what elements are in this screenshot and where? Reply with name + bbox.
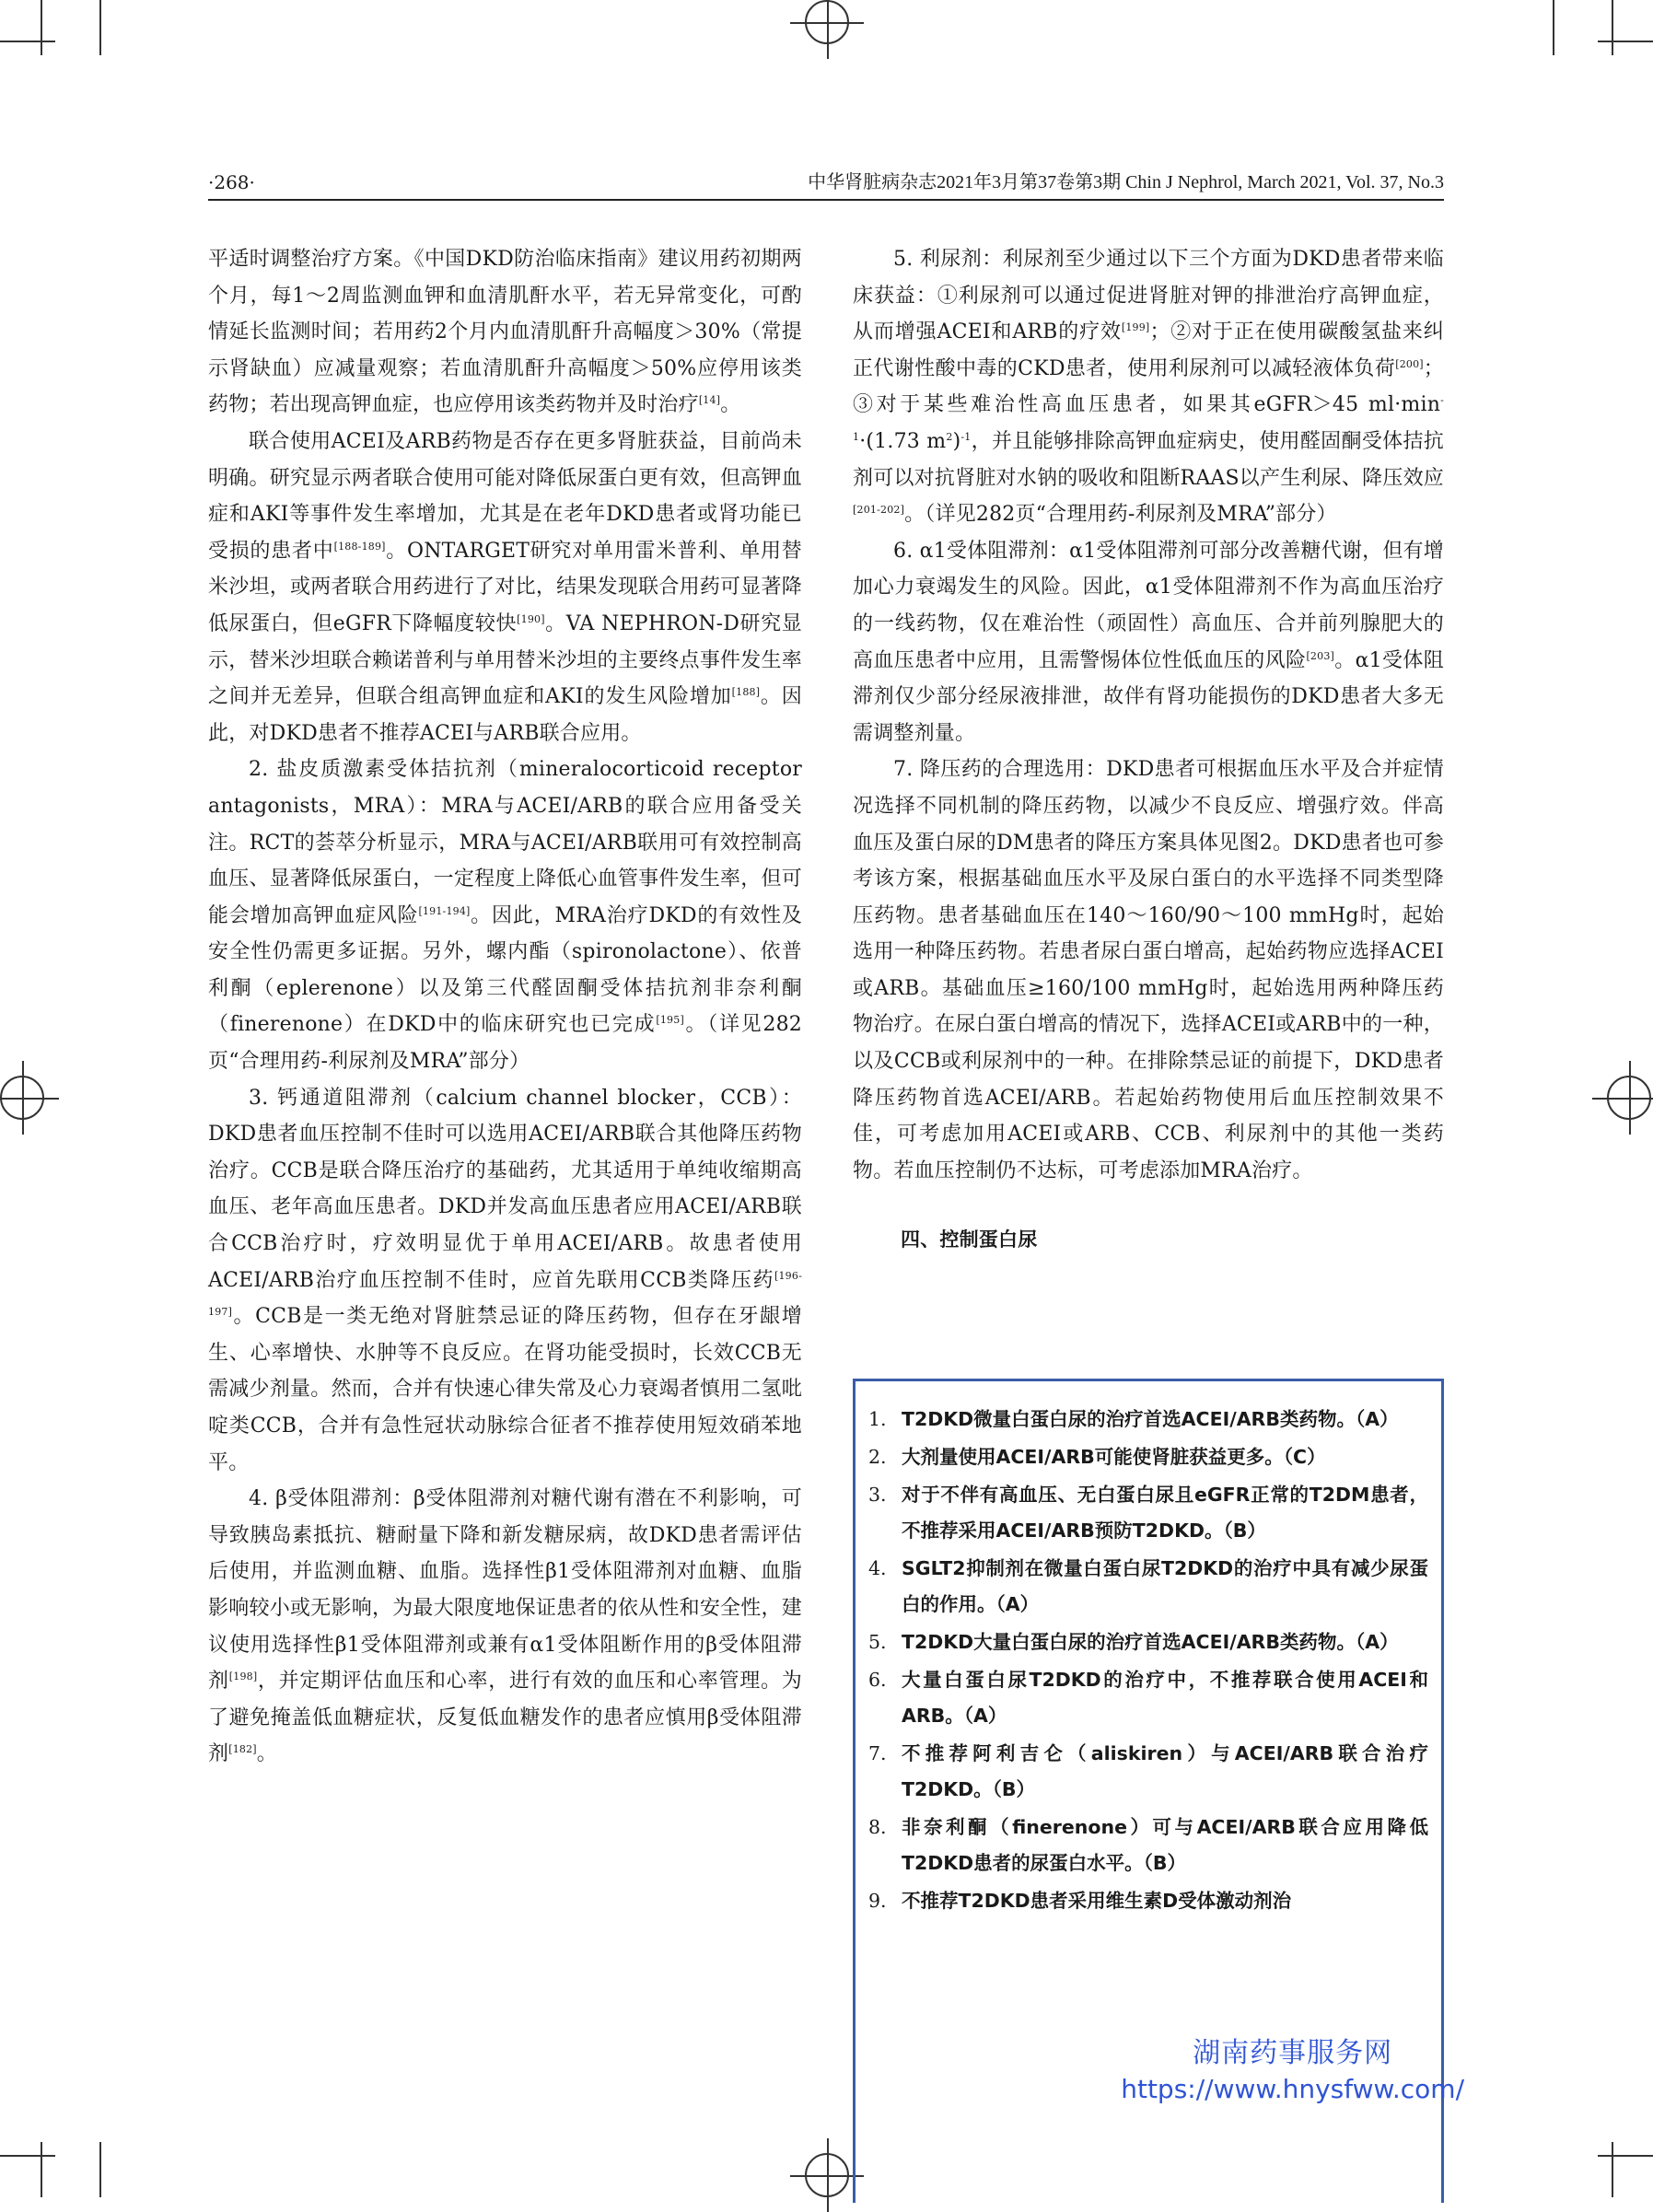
journal-citation: 中华肾脏病杂志2021年3月第37卷第3期 Chin J Nephrol, March 2021, Vol. 37, No.3 — [808, 172, 1444, 192]
recommendation-number: 8. — [868, 1816, 887, 1838]
reference[interactable]: [188-189] — [333, 540, 386, 553]
reference[interactable]: [195] — [656, 1014, 684, 1027]
recommendation-number: 1. — [868, 1408, 887, 1430]
recommendation-item — [868, 1736, 1428, 1808]
paragraph: 6. α1受体阻滞剂：α1受体阻滞剂可部分改善糖代谢，但有增加心力衰竭发生的风险。因此，α1受体阻滞剂不作为高血压治疗的一线药物，仅在难治性（顽固性）高血压、合并前列腺肥大的高血压患者中应用，且需警惕体位性低血压的风险[203]。α1受体阻滞剂仅少部分经尿液排泄，故伴有肾功能损伤的DKD患者大多无需调整剂量。 — [853, 539, 1444, 745]
recommendation-number: 4. — [868, 1557, 887, 1579]
crop-mark — [99, 0, 101, 55]
reference[interactable]: [191-194] — [418, 904, 471, 917]
crop-mark — [99, 2142, 101, 2197]
crop-mark — [1598, 41, 1653, 42]
reference[interactable]: [203] — [1306, 649, 1335, 662]
recommendation-text: 非奈利酮（finerenone）可与ACEI/ARB联合应用降低T2DKD患者的尿蛋白水平。（B） — [902, 1816, 1428, 1874]
running-header — [208, 166, 1444, 201]
recommendation-text: 大量白蛋白尿T2DKD的治疗中，不推荐联合使用ACEI和ARB。（A） — [902, 1669, 1428, 1727]
crop-mark — [1612, 0, 1613, 55]
crop-mark — [0, 2155, 55, 2157]
reference[interactable]: [198] — [228, 1671, 258, 1683]
recommendation-number: 3. — [868, 1484, 887, 1506]
reference[interactable]: [182] — [228, 1743, 257, 1756]
recommendation-number: 7. — [868, 1742, 887, 1764]
crop-mark — [0, 41, 55, 42]
recommendation-item — [868, 1551, 1428, 1623]
recommendation-item — [868, 1624, 1428, 1660]
crop-mark — [41, 0, 42, 55]
left-column — [208, 241, 802, 1773]
recommendation-text: 不推荐T2DKD患者采用维生素D受体激动剂治 — [902, 1890, 1292, 1912]
paragraph: 联合使用ACEI及ARB药物是否存在更多肾脏获益，目前尚未明确。研究显示两者联合使用可能对降低尿蛋白更有效，但高钾血症和AKI等事件发生率增加，尤其是在老年DKD患者或肾功能已受损的患者中[188-189]。ONTARGET研究对单用雷米普利、单用替米沙坦，或两者联合用药进行了对比，结果发现联合用药可显著降低尿蛋白，但eGFR下降幅度较快[190]。VA NEPHRON-D研究显示，替米沙坦联合赖诺普利与单用替米沙坦的主要终点事件发生率之间并无差异，但联合组高钾血症和AKI的发生风险增加[188]。因此，对DKD患者不推荐ACEI与ARB联合应用。 — [208, 429, 803, 745]
watermark-url[interactable]: https://www.hnysfww.com/ — [1121, 2074, 1464, 2104]
reference[interactable]: [196-197] — [208, 1269, 802, 1319]
registration-mark-icon — [805, 0, 849, 44]
registration-mark-icon — [1607, 1076, 1651, 1120]
recommendation-item — [868, 1402, 1428, 1438]
recommendation-item — [868, 1883, 1428, 1919]
recommendation-item — [868, 1810, 1428, 1881]
recommendation-item — [868, 1477, 1428, 1549]
registration-mark-icon — [0, 1076, 44, 1120]
paragraph: 4. β受体阻滞剂：β受体阻滞剂对糖代谢有潜在不利影响，可导致胰岛素抵抗、糖耐量下降和新发糖尿病，故DKD患者需评估后使用，并监测血糖、血脂。选择性β1受体阻滞剂对血糖、血脂影响较小或无影响，为最大限度地保证患者的依从性和安全性，建议使用选择性β1受体阻滞剂或兼有α1受体阻断作用的β受体阻滞剂[198]，并定期评估血压和心率，进行有效的血压和心率管理。为了避免掩盖低血糖症状，反复低血糖发作的患者应慎用β受体阻滞剂[182]。 — [208, 1487, 803, 1766]
recommendation-text: SGLT2抑制剂在微量白蛋白尿T2DKD的治疗中具有减少尿蛋白的作用。（A） — [902, 1557, 1428, 1615]
recommendation-number: 5. — [868, 1631, 887, 1653]
reference[interactable]: [199] — [1121, 321, 1150, 334]
reference[interactable]: [200] — [1395, 357, 1424, 370]
paragraph: 3. 钙通道阻滞剂（calcium channel blocker，CCB）：DKD患者血压控制不佳时可以选用ACEI/ARB联合其他降压药物治疗。CCB是联合降压治疗的基础药，尤其适用于单纯收缩期高血压、老年高血压患者。DKD并发高血压患者应用ACEI/ARB联合CCB治疗时，疗效明显优于单用ACEI/ARB。故患者使用ACEI/ARB治疗血压控制不佳时，应首先联用CCB类降压药[196-197]。CCB是一类无绝对肾脏禁忌证的降压药物，但存在牙龈增生、心率增快、水肿等不良反应。在肾功能受损时，长效CCB无需减少剂量。然而，合并有快速心律失常及心力衰竭者慎用二氢吡啶类CCB，合并有急性冠状动脉综合征者不推荐使用短效硝苯地平。 — [208, 1086, 802, 1474]
crop-mark — [1553, 0, 1554, 55]
right-column — [853, 241, 1444, 1259]
recommendation-list — [868, 1402, 1428, 1919]
reference[interactable]: [190] — [517, 612, 545, 625]
recommendation-text: 不推荐阿利吉仑（aliskiren）与ACEI/ARB联合治疗T2DKD。（B） — [902, 1742, 1428, 1800]
recommendation-text: 对于不伴有高血压、无白蛋白尿且eGFR正常的T2DM患者，不推荐采用ACEI/ARB预防T2DKD。（B） — [902, 1484, 1428, 1542]
crop-mark — [1598, 2155, 1653, 2157]
recommendation-number: 6. — [868, 1669, 887, 1691]
paragraph: 7. 降压药的合理选用：DKD患者可根据血压水平及合并症情况选择不同机制的降压药物，以减少不良反应、增强疗效。伴高血压及蛋白尿的DM患者的降压方案具体见图2。DKD患者也可参考该方案，根据基础血压水平及尿白蛋白的水平选择不同类型降压药物。患者基础血压在140～160/90～100 mmHg时，起始选用一种降压药物。若患者尿白蛋白增高，起始药物应选择ACEI或ARB。基础血压≥160/100 mmHg时，起始选用两种降压药物治疗。在尿白蛋白增高的情况下，选择ACEI或ARB中的一种，以及CCB或利尿剂中的一种。在排除禁忌证的前提下，DKD患者降压药物首选ACEI/ARB。若起始药物使用后血压控制效果不佳，可考虑加用ACEI或ARB、CCB、利尿剂中的其他一类药物。若血压控制仍不达标，可考虑添加MRA治疗。 — [853, 758, 1444, 1182]
watermark-name: 湖南药事服务网 — [1193, 2037, 1393, 2069]
paragraph: 2. 盐皮质激素受体拮抗剂（mineralocorticoid receptor antagonists，MRA）：MRA与ACEI/ARB的联合应用备受关注。RCT的荟萃分析显示，MRA与ACEI/ARB联用可有效控制高血压、显著降低尿蛋白，一定程度上降低心血管事件发生率，但可能会增加高钾血症风险[191-194]。因此，MRA治疗DKD的有效性及安全性仍需更多证据。另外，螺内酯（spironolactone）、依普利酮（eplerenone）以及第三代醛固酮受体拮抗剂非奈利酮（finerenone）在DKD中的临床研究也已完成[195]。（详见282页“合理用药-利尿剂及MRA”部分） — [208, 758, 802, 1074]
section-heading: 四、控制蛋白尿 — [901, 1228, 1038, 1252]
paragraph: 5. 利尿剂：利尿剂至少通过以下三个方面为DKD患者带来临床获益：①利尿剂可以通过促进肾脏对钾的排泄治疗高钾血症，从而增强ACEI和ARB的疗效[199]；②对于正在使用碳酸氢盐来纠正代谢性酸中毒的CKD患者，使用利尿剂可以减轻液体负荷[200]；③对于某些难治性高血压患者，如果其eGFR＞45 $ml\cdot\min^{-1}\cdot(1.73$ $m^2)^{-1}$，并且能够排除高钾血症病史，使用醛固酮受体拮抗剂可以对抗肾脏对水钠的吸收和阻断RAAS以产生利尿、降压效应[201-202]。（详见282页“合理用药-利尿剂及MRA”部分） — [853, 248, 1445, 527]
recommendation-item — [868, 1439, 1428, 1475]
recommendation-number: 2. — [868, 1446, 887, 1468]
recommendation-text: T2DKD大量白蛋白尿的治疗首选ACEI/ARB类药物。（A） — [902, 1631, 1399, 1653]
crop-mark — [41, 2142, 42, 2197]
reference[interactable]: [201-202] — [853, 504, 905, 517]
paragraph: 平适时调整治疗方案。《中国DKD防治临床指南》建议用药初期两个月，每1～2周监测血钾和血清肌酐水平，若无异常变化，可酌情延长监测时间；若用药2个月内血清肌酐升高幅度＞30%（常提示肾缺血）应减量观察；若血清肌酐升高幅度＞50%应停用该类药物；若出现高钾血症，也应停用该类药物并及时治疗[14]。 — [208, 248, 802, 417]
watermark — [1121, 2035, 1464, 2107]
recommendation-number: 9. — [868, 1890, 887, 1912]
crop-mark — [1612, 2142, 1613, 2197]
reference[interactable]: [14] — [698, 394, 721, 407]
registration-mark-icon — [805, 2153, 849, 2197]
page-number: ·268· — [208, 171, 255, 193]
recommendation-item — [868, 1662, 1428, 1734]
recommendation-text: 大剂量使用ACEI/ARB可能使肾脏获益更多。（C） — [902, 1446, 1326, 1468]
reference[interactable]: [188] — [731, 686, 761, 699]
recommendation-text: T2DKD微量白蛋白尿的治疗首选ACEI/ARB类药物。（A） — [902, 1408, 1399, 1430]
